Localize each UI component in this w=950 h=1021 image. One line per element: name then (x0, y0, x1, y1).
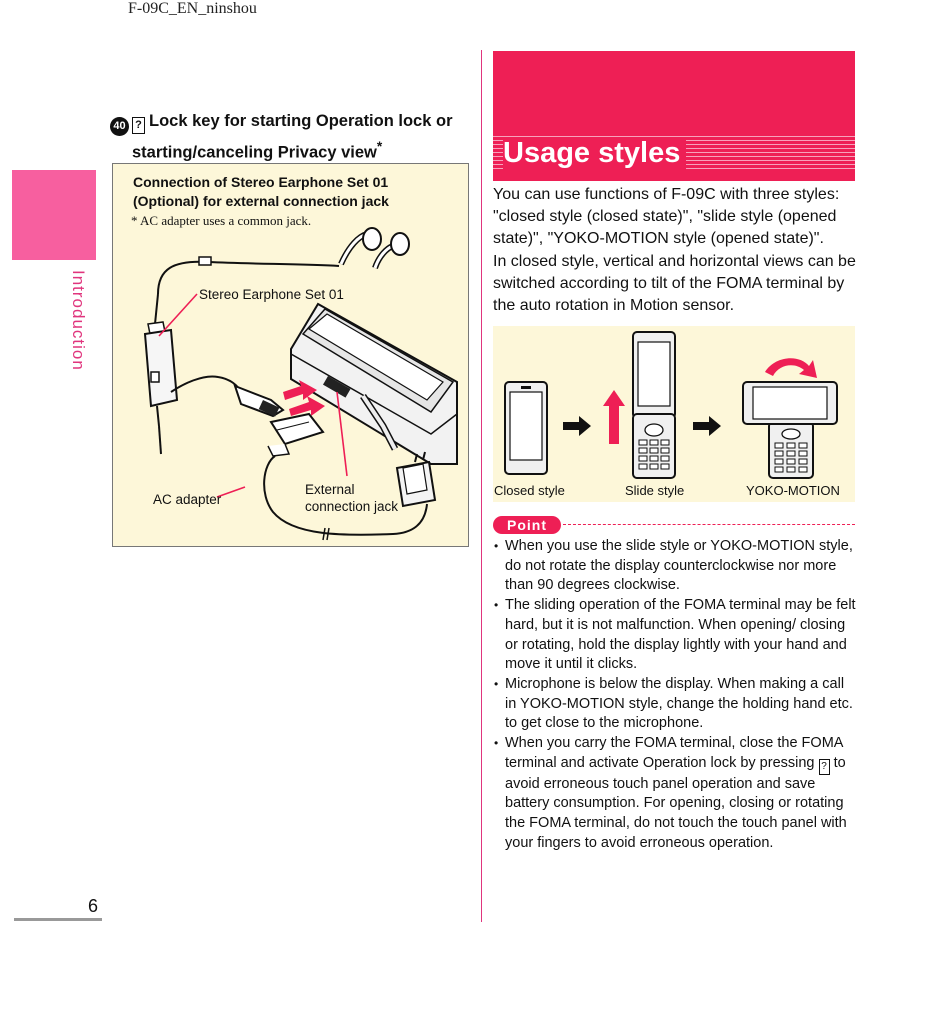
list-item-text: to avoid erroneous touch panel operation and save battery consumption. For opening, closing or rotating the FOMA terminal, do not touch the touch panel with your fingers to avoid erroneous operation. (505, 754, 847, 851)
connector-drawing (268, 414, 323, 456)
arrow-right-icon (563, 416, 591, 436)
section-label: Introduction (69, 270, 88, 371)
page-number: 6 (88, 896, 99, 916)
slide-up-arrow-icon (603, 390, 625, 444)
list-item: • The sliding operation of the FOMA terminal may be felt hard, but it is not malfunction. When opening/ closing or rotating, hold the display lightly with your hand and move it until it clicks. (493, 596, 858, 675)
point-badge: Point (493, 516, 561, 534)
intro-paragraph-1: You can use functions of F-09C with three styles: "closed style (closed state)", "slide style (opened state)", "YOKO-MOTION style (opened state)". (493, 186, 840, 248)
intro-paragraph-2: In closed style, vertical and horizontal views can be switched according to tilt of the FOMA terminal by the auto rotation in Motion sensor. (493, 252, 856, 315)
illustration-note: * AC adapter uses a common jack. (131, 213, 312, 228)
jack-label-line2: connection jack (305, 499, 399, 514)
arrow-right-icon (693, 416, 721, 436)
section-intro (493, 184, 858, 317)
lock-key-icon: ? (819, 759, 830, 775)
list-item (493, 734, 858, 854)
earphone-label: Stereo Earphone Set 01 (199, 287, 344, 302)
section-title: Usage styles (503, 137, 686, 170)
key-item-line1: Lock key for starting Operation lock or (149, 112, 453, 130)
phone-drawing (291, 304, 457, 464)
document-id: F-09C_EN_ninshou (128, 0, 257, 17)
style-label-yoko: YOKO-MOTION (746, 483, 840, 498)
style-label-closed: Closed style (494, 483, 565, 498)
closed-style-phone (505, 382, 547, 474)
ac-adapter-label: AC adapter (153, 492, 222, 507)
point-dashed-rule (563, 524, 855, 525)
yoko-motion-phone (743, 382, 837, 478)
key-item-40 (110, 110, 470, 164)
item-number-badge: 40 (110, 117, 129, 136)
list-item: • When you use the slide style or YOKO-MOTION style, do not rotate the display counterclockwise nor more than 90 degrees clockwise. (493, 537, 858, 596)
point-list (493, 537, 858, 854)
column-divider (481, 50, 482, 922)
remote-control-drawing (145, 322, 177, 454)
usage-styles-drawing (493, 326, 855, 502)
section-tab (12, 170, 96, 260)
list-item-text: When you carry the FOMA terminal, close the FOMA terminal and activate Operation lock by pressing (505, 735, 843, 771)
rotate-arrow-icon (765, 358, 817, 378)
list-item: • Microphone is below the display. When making a call in YOKO-MOTION style, change the holding hand etc. to get close to the microphone. (493, 675, 858, 734)
key-item-line2: starting/canceling Privacy view (132, 143, 377, 162)
section-banner (493, 51, 855, 181)
footnote-mark: * (376, 139, 383, 154)
usage-styles-figure (493, 326, 855, 502)
earbuds-drawing (341, 228, 409, 268)
slide-style-phone (633, 332, 675, 478)
jack-label-line1: External (305, 482, 355, 497)
illustration-title: Connection of Stereo Earphone Set 01 (Optional) for external connection jack (133, 174, 389, 209)
point-header (493, 515, 855, 535)
lock-key-icon: ? (132, 117, 145, 134)
earphone-connection-illustration (112, 163, 469, 547)
page-number-rule (14, 918, 102, 921)
style-label-slide: Slide style (625, 483, 685, 498)
